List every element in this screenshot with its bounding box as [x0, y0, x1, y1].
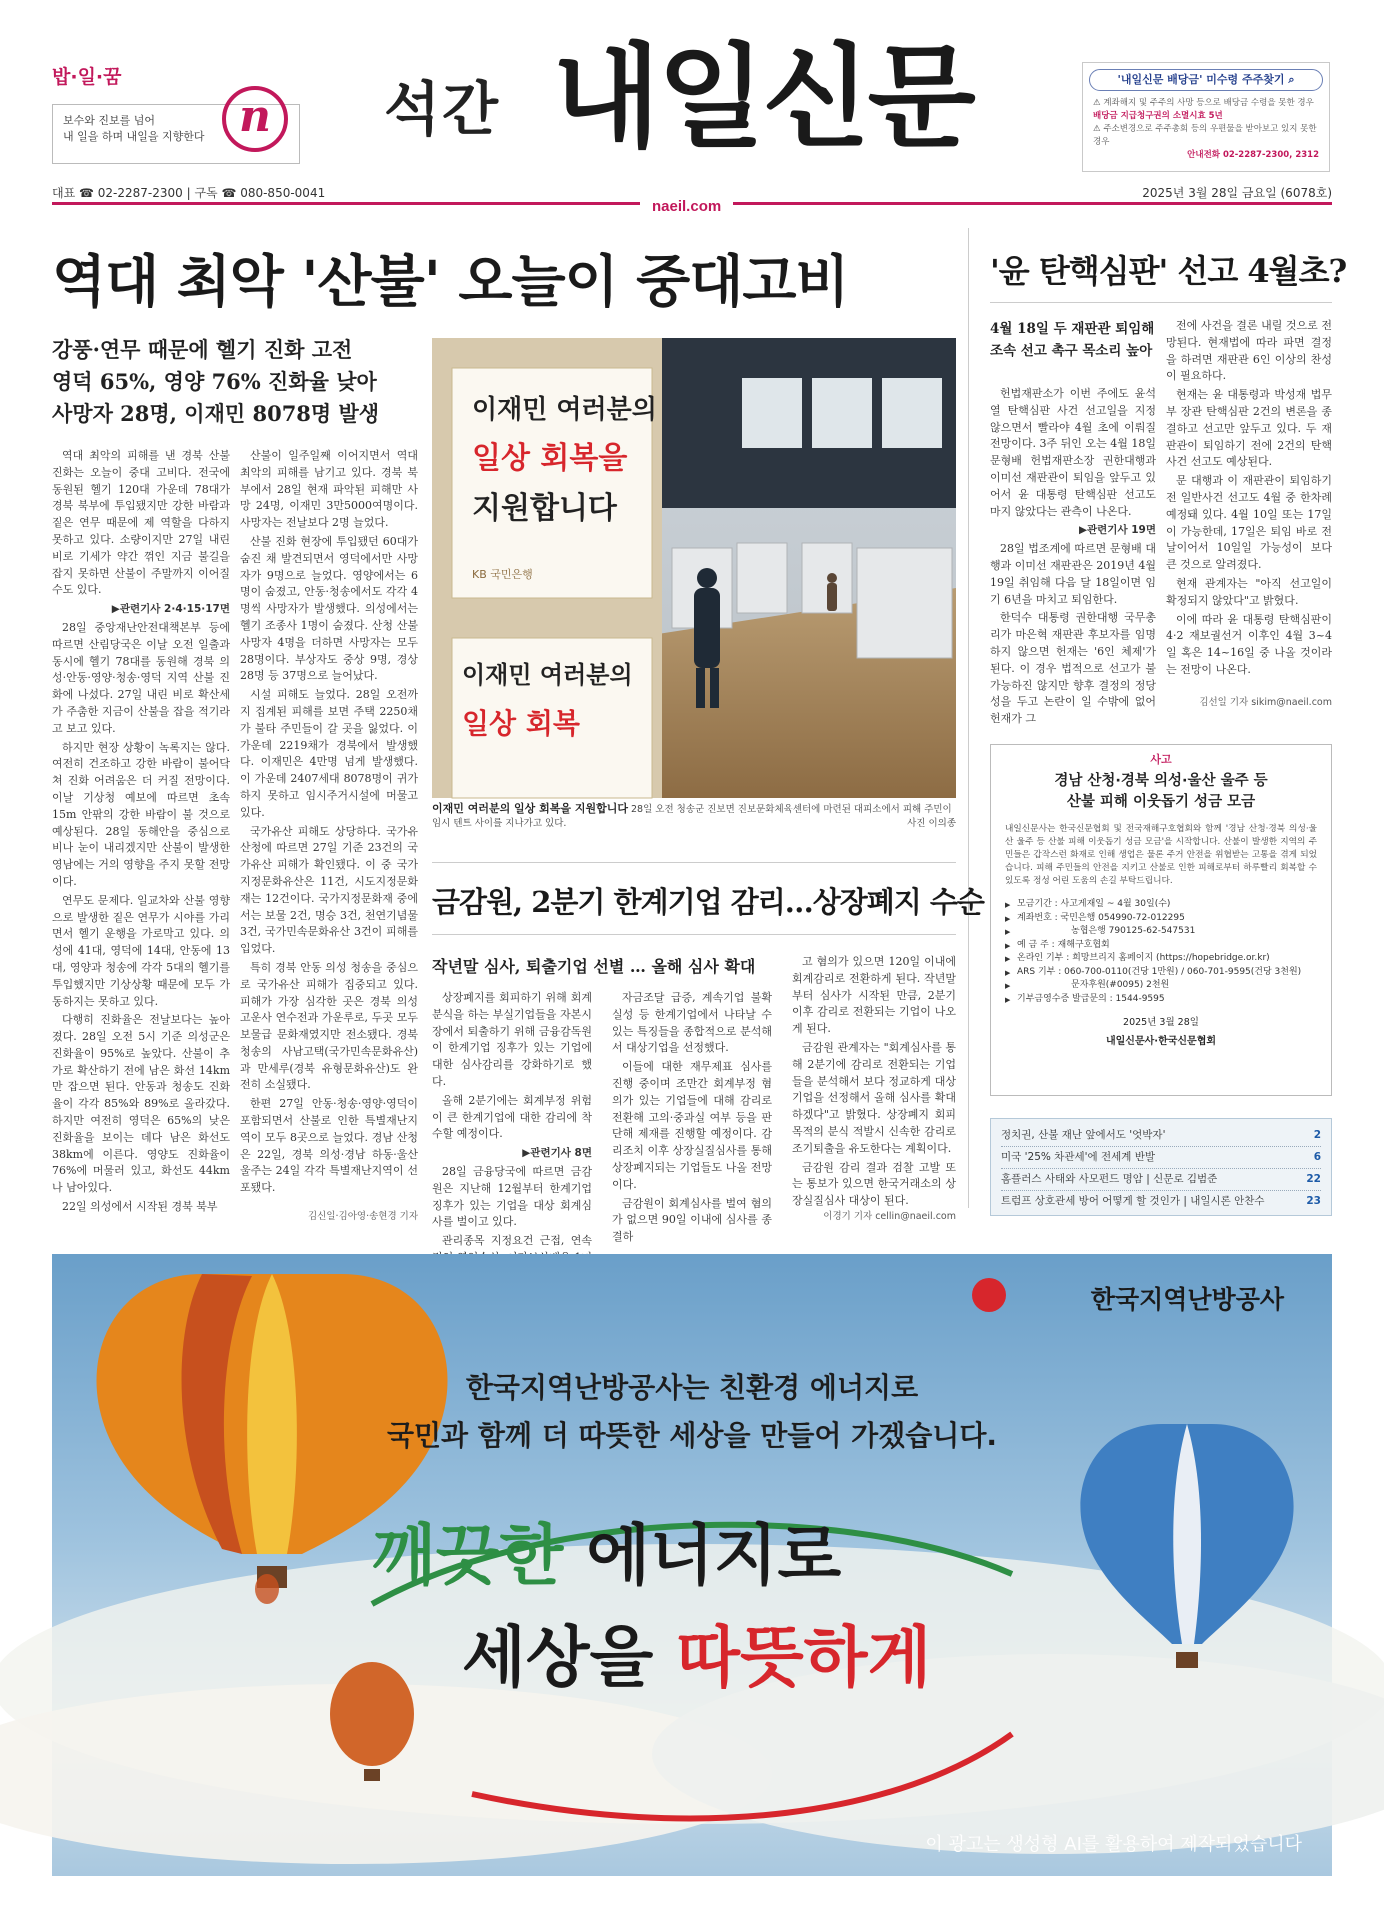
- paragraph: 22일 의성에서 시작된 경북 북부: [62, 1200, 218, 1214]
- paragraph: 금감원이 회계심사를 벌여 혐의가 없으면 90일 이내에 심사를 종결하: [612, 1196, 772, 1244]
- right-subheadline: [990, 318, 1160, 362]
- paragraph: 관리종목 지정요건 근접, 연속: [442, 1234, 592, 1248]
- article2-column-3: [792, 954, 956, 1208]
- notice-details: [1005, 898, 1317, 1006]
- notice-date: 2025년 3월 28일: [1123, 1017, 1199, 1028]
- edition-label: 석간: [384, 75, 501, 143]
- main-byline: 김신일·김아영·송현경 기자: [307, 1211, 418, 1222]
- related-article-ref[interactable]: ▶관련기사 2·4·15·17면: [111, 603, 230, 616]
- notice-detail-item: ▶ 예 금 주 : 재해구호협회: [1005, 939, 1317, 953]
- subhead-line: 강풍·연무 때문에 헬기 진화 고전: [52, 337, 353, 362]
- right-byline: 김선일 기자 sikim@naeil.com: [1199, 697, 1332, 708]
- notice-tag: 사고: [1150, 753, 1172, 766]
- search-icon: ⌕: [1288, 73, 1295, 86]
- slogan-line: 보수와 진보를 넘어: [63, 114, 156, 127]
- paragraph: 헌법재판소가 이번 주에도 윤석열 탄핵심판 사건 선고일을 지정 않으면서 빨라야 4월 초에 이뤄질 전망이다. 3주 뒤인 오는 4월 18일 문형배 헌법재판소장 권한대행과 이미선 재판관이 퇴임을 앞두고 있어서 윤 대통령 탄핵심판 선고도 마지 않았다는 관측이 나온다.: [990, 387, 1156, 518]
- paragraph: 문 대행과 이 재판관이 퇴임하기 전 일반사건 선고도 4월 중 한차례 예정돼 있다. 4월 10일 또는 17일이 가능한데, 17일은 퇴임 바로 전날이어서 10일일 가능성이 보다 큰 것으로 알려졌다.: [1166, 474, 1332, 572]
- paragraph: 현재 관계자는 "아직 선고일이 확정되지 않았다"고 밝혔다.: [1166, 576, 1332, 607]
- notice-title-line: 경남 산청·경북 의성·울산 울주 등: [1054, 773, 1268, 789]
- ad-slogan-line2: 세상을 따뜻하게: [462, 1619, 932, 1696]
- paragraph: 한덕수 대통령 권한대행 국무총리가 마은혁 재판관 후보자를 임명하지 않으면 헌재는 '6인 체제'가 된다. 이 경우 법적으로 선고가 불가능하진 않지만 향후 결정의 정당성을 두고 논란이 일 수밖에 없어 헌재가 그: [990, 611, 1156, 726]
- article2-byline: 이경기 기자 cellin@naeil.com: [823, 1211, 956, 1222]
- paragraph: 상장폐지를 회피하기 위해 회계분식을 하는 부실기업들을 자본시장에서 퇴출하기 위해 금융감독원이 한계기업 징후가 있는 기업에 대한 심사감리를 강화하기로 했다.: [432, 991, 592, 1088]
- paragraph: 이에 따라 윤 대통령 탄핵심판이 4·2 재보궐선거 이후인 4월 3~4일 혹은 14~16일 중 나올 것이라는 전망이 나온다.: [1166, 612, 1332, 676]
- right-article-column-1: [990, 386, 1156, 726]
- paragraph: 국가유산 피해도 상당하다. 국가유산청에 따르면 27일 기준 23건의 국가유산 피해가 확인됐다. 이 중 국가지정문화유산은 11건, 시도지정문화재는 12건이다. 국가지정문화재 중에서는 보물 2건, 명승 3건, 천연기념물 3건, 국가민속문화유산 3건이 피해를 입었다.: [240, 824, 418, 956]
- article2-column-2: [612, 990, 772, 1244]
- notice-detail-item: ▶ 기부금영수증 발급문의 : 1544-9595: [1005, 993, 1317, 1007]
- article2-headline[interactable]: 금감원, 2분기 한계기업 감리…상장폐지 수순: [432, 885, 984, 919]
- subhead-line: 사망자 28명, 이재민 8078명 발생: [52, 401, 380, 426]
- column-divider: [968, 228, 969, 1208]
- notice-detail-item: ▶ ARS 기부 : 060-700-0110(건당 1만원) / 060-701-9595(건당 3천원): [1005, 966, 1317, 980]
- ad-ai-disclaimer: 이 광고는 생성형 AI를 활용하여 제작되었습니다: [925, 1834, 1302, 1855]
- paragraph: 금감원 관계자는 "회계심사를 통해 2분기에 감리로 전환되는 기업들을 분석해서 보다 정교하게 대상 기업을 선정해서 올해 심사를 확대하겠다"고 밝혔다. 상장폐지 회피목적의 분식 적발시 신속한 감리로 조기퇴출을 유도한다는 계획이다.: [792, 1040, 956, 1155]
- newspaper-name[interactable]: 내일신문: [552, 33, 973, 163]
- notice-detail-item: ▶ 농협은행 790125-62-547531: [1005, 925, 1317, 939]
- paragraph: 고 혐의가 있으면 120일 이내에 회계감리로 전환하게 된다. 작년말부터 심사가 시작된 만큼, 2분기 이후 감리로 전환되는 기업이 나오게 된다.: [792, 955, 956, 1036]
- paragraph: 시설 피해도 늘었다. 28일 오전까지 집계된 피해를 보면 주택 2250채가 불타 주민들이 갈 곳을 잃었다. 이 가운데 2219채가 경북에서 발생했다. 이재민은 4만명 넘게 발생했다. 이 가운데 2407세대 8078명이 귀가하지 못하고 임시주거시설에 머물고 있다.: [240, 688, 418, 819]
- main-headline[interactable]: 역대 최악 '산불' 오늘이 중대고비: [52, 250, 849, 315]
- paragraph: 산불 진화 현장에 투입됐던 60대가 숨진 채 발견되면서 영덕에서만 사망자가 9명으로 늘었다. 영양에서는 6명이 숨졌고, 안동·청송에서도 각각 4명씩 사망자가 발생했다. 의성에서는 헬기 조종사 1명이 숨졌다. 산청 산불 사망자 4명을 더하면 사망자는 모두 28명이다. 부상자도 중상 9명, 경상 28명 등 37명으로 늘어났다.: [240, 534, 418, 683]
- notice-title: [1005, 771, 1317, 813]
- inside-index: [990, 1118, 1332, 1216]
- notice-detail-item[interactable]: ▶ 온라인 기부 : 희망브리지 홈페이지 (https://hopebridge.or.kr): [1005, 952, 1317, 966]
- advertisement[interactable]: [52, 1254, 1332, 1876]
- article2-column-1: [432, 990, 592, 1248]
- index-item[interactable]: 홈플러스 사태와 사모펀드 명암 | 신문로 김범준 22: [1001, 1169, 1321, 1191]
- sign-text: 이재민 여러분의: [462, 661, 633, 689]
- notice-body: 내일신문사는 한국신문협회 및 전국재해구호협회와 함께 '경남 산청·경북 의성·울산 울주 등 산불 피해 이웃돕기 성금 모금'을 시작합니다. 산불이 발생한 지역의 주민들은 갑작스런 화재로 인해 생업은 물론 주거 안전을 위협받는 고통을 겪게 되었습니다. 피해 주민들의 안전을 지키고 산불로 인한 피해로부터 하루빨리 회복할 수 있도록 정성 어린 도움의 손길 부탁드립니다.: [1005, 824, 1317, 886]
- notice-line: ⚠ 계좌해지 및 주주의 사망 등으로 배당금 수령을 못한 경우: [1093, 98, 1314, 108]
- main-article-column-2: [240, 448, 418, 1206]
- notice-detail-item: ▶ 계좌번호 : 국민은행 054990-72-012295: [1005, 912, 1317, 926]
- photo-caption: [432, 802, 956, 831]
- sign-text: 일상 회복: [462, 707, 580, 740]
- section-rule: [990, 302, 1332, 303]
- index-item[interactable]: 미국 '25% 차관세'에 전세계 반발 6: [1001, 1147, 1321, 1169]
- paragraph: 한편 27일 안동·청송·영양·영덕이 포함되면서 산불로 인한 특별재난지역이 모두 8곳으로 늘었다. 경남 산청은 22일, 경북 의성·경남 하동·울산 울주는 24일 각각 특별재난지역이 선포됐다.: [240, 1097, 418, 1195]
- ad-copy-line: 한국지역난방공사는 친환경 에너지로: [465, 1371, 919, 1404]
- paragraph: 이들에 대한 재무제표 심사를 진행 중이며 조만간 회계부정 혐의가 있는 기업들에 대해 감리로 전환해 고의·중과실 여부 등을 판단해 제재를 진행할 예정이다. 감리조치 이후 상장실질심사를 통해 상장폐지되는 기업들도 나올 전망이다.: [612, 1060, 772, 1191]
- slogan-line: 내 일을 하며 내일을 지향한다: [63, 130, 205, 143]
- shelter-photo[interactable]: [432, 338, 956, 798]
- subhead-line: 4월 18일 두 재판관 퇴임해: [990, 321, 1155, 337]
- paragraph: 28일 금융당국에 따르면 금감원은 지난해 12월부터 한계기업 징후가 있는 기업을 대상 회계심사를 벌이고 있다.: [432, 1164, 592, 1229]
- paper-logo: n: [222, 86, 288, 152]
- related-article-ref[interactable]: ▶관련기사 8면: [522, 1147, 592, 1160]
- site-link[interactable]: naeil.com: [640, 198, 733, 215]
- dividend-notice-title[interactable]: '내일신문 배당금' 미수령 주주찾기 ⌕: [1089, 69, 1323, 91]
- contact-info: 대표 ☎ 02-2287-2300 | 구독 ☎ 080-850-0041: [52, 186, 326, 200]
- ad-brand-name: 한국지역난방공사: [1090, 1285, 1284, 1314]
- right-headline[interactable]: '윤 탄핵심판' 선고 4월초?: [990, 252, 1347, 290]
- section-rule: [432, 862, 956, 863]
- paragraph: 역대 최악의 피해를 낸 경북 산불 진화는 오늘이 중대 고비다. 전국에 동원된 헬기 120대 가운데 78대가 경북 북부에 투입됐지만 강한 바람과 짙은 연무 때문에 제 역할을 다하지 못하고 있다. 소량이지만 27일 내린 비로 기세가 약간 꺾인 지금 불길을 잡지 못하면 산불이 주말까지 이어질 수도 있다.: [52, 449, 230, 597]
- paragraph: 올해 2분기에는 회계부정 위험이 큰 한계기업에 대한 감리에 착수할 예정이다.: [432, 1093, 592, 1141]
- caption-title: 이재민 여러분의 일상 회복을 지원합니다: [432, 802, 628, 815]
- notice-line: 배당금 지급청구권의 소멸시효 5년: [1093, 111, 1223, 121]
- notice-title-line: 산불 피해 이웃돕기 성금 모금: [1066, 794, 1256, 810]
- paragraph: 하지만 현장 상황이 녹록지는 않다. 여전히 건조하고 강한 바람이 불어닥쳐 진화 어려움은 더 커질 전망이다. 이날 기상청 예보에 따르면 초속 15m 안팎의 강한 바람이 불 것으로 예상된다. 28일 동해안을 중심으로 비나 눈이 내리겠지만 산불이 발생한 영남에는 거의 영향을 주지 못할 전망이다.: [52, 740, 230, 888]
- paragraph: 현재는 윤 대통령과 박성재 법무부 장관 탄핵심판 2건의 변론을 종결하고 선고만 앞두고 있다. 두 재판관이 퇴임하기 전에 2건의 탄핵사건 선고도 예상된다.: [1166, 388, 1332, 469]
- paragraph: 금감원 감리 결과 검찰 고발 또는 통보가 있으면 한국거래소의 상장실질심사 대상이 된다.: [792, 1160, 956, 1208]
- notice-line: 안내전화 02-2287-2300, 2312: [1187, 150, 1319, 160]
- right-article-column-2: [1166, 318, 1332, 704]
- main-subheadline: [52, 334, 412, 430]
- index-item[interactable]: 정치권, 산불 재난 앞에서도 '엇박자' 2: [1001, 1125, 1321, 1147]
- notice-detail-item: ▶ 모금기간 : 사고게재일 ~ 4월 30일(수): [1005, 898, 1317, 912]
- ad-copy-line: 국민과 함께 더 따뜻한 세상을 만들어 가겠습니다.: [386, 1419, 998, 1452]
- issue-date: 2025년 3월 28일 금요일 (6078호): [1142, 186, 1332, 200]
- paragraph: 연무도 문제다. 일교차와 산불 영향으로 발생한 짙은 연무가 시야를 가리면서 헬기 운행을 가로막고 있다. 의성에 41대, 영덕에 14대, 안동에 13대, 영양과 청송에 각각 5대의 헬기를 투입했지만 기상상황 때문에 모두 가동하지는 못하고 있다.: [52, 893, 230, 1008]
- article2-subheadline: 작년말 심사, 퇴출기업 선별 … 올해 심사 확대: [432, 957, 756, 976]
- dividend-notice[interactable]: [1082, 62, 1330, 172]
- paragraph: 28일 법조계에 따르면 문형배 대행과 이미선 재판관은 2019년 4월 19일 취임해 다음 달 18일이면 임기 6년을 마치고 퇴임한다.: [990, 542, 1156, 606]
- notice-detail-item: ▶ 문자후원(#0095) 2천원: [1005, 979, 1317, 993]
- paragraph: 자금조달 급증, 계속기업 불확실성 등 한계기업에서 나타날 수 있는 특징들을 종합적으로 분석해서 대상기업을 선정했다.: [612, 991, 772, 1055]
- paragraph: 다행히 진화율은 전날보다는 높아졌다. 28일 오전 5시 기준 의성군은 진화율이 95%로 높았다. 산불이 추가로 확산하기 전에 남은 화선 14km만 잡으면 된다. 안동과 청송도 진화율이 각각 85%와 89%로 올라갔다. 하지만 여전히 영덕은 65%의 낮은 진화율을 보이는 데다 남은 화선도 38km에 이른다. 영양도 진화율이 76%에 머물러 있고, 화선도 44km나 남아있다.: [52, 1013, 230, 1195]
- paper-motto: 밥·일·꿈: [52, 66, 122, 88]
- caption-text: 28일 오전 청송군 진보면 진보문화체육센터에 마련된 대피소에서 피해 주민이 임시 텐트 사이를 지나가고 있다.: [432, 804, 952, 829]
- paragraph: 산불이 일주일째 이어지면서 역대 최악의 피해를 남기고 있다. 경북 북부에서 28일 현재 파악된 피해만 사망 24명, 이재민 3만5000여명이다. 사망자는 전날보다 2명 늘었다.: [240, 449, 418, 530]
- notice-line: ⚠ 주소변경으로 주주총회 등의 우편물을 받아보고 있지 못한 경우: [1093, 124, 1317, 147]
- index-item[interactable]: 트럼프 상호관세 방어 어떻게 할 것인가 | 내일시론 안찬수 23: [1001, 1195, 1321, 1207]
- sign-text: 이재민 여러분의: [472, 395, 657, 425]
- donation-notice-box: [990, 744, 1332, 1096]
- notice-org: 내일신문사·한국신문협회: [1105, 1036, 1217, 1047]
- paragraph: 전에 사건을 결론 내릴 것으로 전망된다. 현재법에 따라 파면 결정을 하려면 재판관 6인 이상의 찬성이 필요하다.: [1166, 319, 1332, 383]
- section-rule: [432, 934, 956, 935]
- related-article-ref[interactable]: ▶관련기사 19면: [1078, 524, 1156, 537]
- kdhc-logo-icon: [972, 1278, 1006, 1312]
- subhead-line: 조속 선고 촉구 목소리 높아: [990, 343, 1153, 359]
- paragraph: 특히 경북 안동 의성 청송을 중심으로 국가유산 피해가 집중되고 있다. 피해가 가장 심각한 곳은 경북 의성 고운사 연수전과 가운루로, 두곳 모두 보물급 문화재였지만 전소됐다. 경북 청송의 사남고택(국가민속문화유산)과 만세루(경북 유형문화유산)도 완전히 소실됐다.: [240, 960, 418, 1092]
- shelter-photo-image: [432, 338, 956, 798]
- ad-slogan-line1: 깨끗한 에너지로: [372, 1517, 842, 1594]
- sign-text: 일상 회복을: [472, 441, 628, 476]
- subhead-line: 영덕 65%, 영양 76% 진화율 낮아: [52, 369, 377, 394]
- sign-text: 지원합니다: [472, 491, 617, 526]
- paragraph: 28일 중앙재난안전대책본부 등에 따르면 산림당국은 이날 오전 일출과 동시에 헬기 78대를 동원해 경북 의성·안동·영양·청송·영덕 지역 산불 진화에 나섰다. 27일 내린 비로 확산세가 주춤한 지금이 산불을 잡을 적기라고 보고 있다.: [52, 620, 230, 735]
- photo-credit: 사진 이의종: [907, 818, 956, 829]
- sign-text: KB 국민은행: [472, 568, 533, 581]
- main-article-column-1: [52, 448, 230, 1214]
